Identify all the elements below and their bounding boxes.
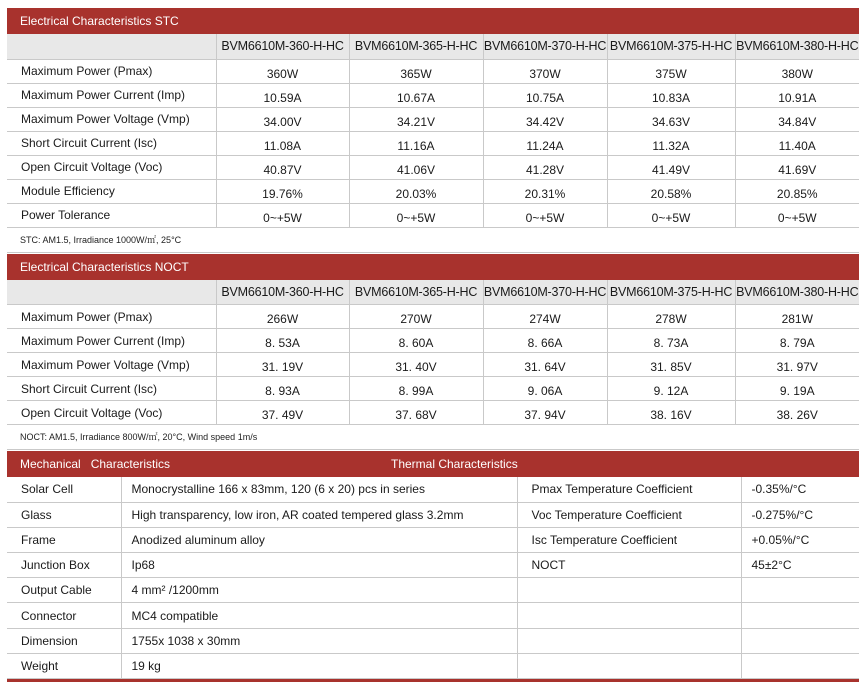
row-label: Maximum Power (Pmax) (7, 305, 216, 329)
table-row (7, 377, 859, 401)
row-value: 8. 93A (216, 377, 349, 401)
row-value: 8. 73A (607, 329, 735, 353)
row-value: 20.85% (735, 179, 859, 203)
row-value: 38. 16V (607, 401, 735, 425)
stc-table (7, 34, 859, 228)
stc-note: STC: AM1.5, Irradiance 1000W/㎡, 25°C (7, 228, 859, 253)
row-value: 0~+5W (349, 203, 483, 227)
row-value: 37. 49V (216, 401, 349, 425)
table-row (7, 578, 859, 603)
mech-label: Solar Cell (7, 477, 121, 502)
row-label: Module Efficiency (7, 179, 216, 203)
row-value: 31. 19V (216, 353, 349, 377)
table-row (7, 179, 859, 203)
row-label: Maximum Power Current (Imp) (7, 329, 216, 353)
datasheet (7, 8, 859, 682)
stc-title-text: Electrical Characteristics STC (20, 14, 179, 28)
row-label: Maximum Power Voltage (Vmp) (7, 107, 216, 131)
row-value: 8. 66A (483, 329, 607, 353)
table-row (7, 131, 859, 155)
thermal-empty (517, 628, 741, 653)
thermal-title: Thermal Characteristics (391, 457, 518, 471)
table-row (7, 502, 859, 527)
row-label: Short Circuit Current (Isc) (7, 377, 216, 401)
thermal-label: Pmax Temperature Coefficient (517, 477, 741, 502)
noct-model-header: BVM6610M-370-H-HC (483, 280, 607, 305)
mech-value: 19 kg (121, 653, 517, 678)
row-label: Short Circuit Current (Isc) (7, 131, 216, 155)
mech-value: Monocrystalline 166 x 83mm, 120 (6 x 20) pcs in series (121, 477, 517, 502)
row-value: 34.00V (216, 107, 349, 131)
table-row (7, 305, 859, 329)
row-value: 360W (216, 59, 349, 83)
row-value: 10.75A (483, 83, 607, 107)
stc-model-header: BVM6610M-360-H-HC (216, 34, 349, 59)
thermal-value: -0.275%/°C (741, 502, 859, 527)
row-value: 31. 64V (483, 353, 607, 377)
row-label: Power Tolerance (7, 203, 216, 227)
mech-label: Frame (7, 527, 121, 552)
mechanical-title: Mechanical Characteristics (20, 457, 171, 471)
noct-header-row (7, 280, 859, 305)
noct-title-text: Electrical Characteristics NOCT (20, 259, 189, 274)
noct-table (7, 280, 859, 426)
row-label: Maximum Power (Pmax) (7, 59, 216, 83)
thermal-label: Isc Temperature Coefficient (517, 527, 741, 552)
table-row (7, 553, 859, 578)
row-value: 20.58% (607, 179, 735, 203)
table-row (7, 83, 859, 107)
row-value: 20.31% (483, 179, 607, 203)
noct-model-header: BVM6610M-375-H-HC (607, 280, 735, 305)
row-value: 365W (349, 59, 483, 83)
row-value: 11.16A (349, 131, 483, 155)
row-value: 38. 26V (735, 401, 859, 425)
stc-section-title (7, 8, 859, 34)
row-label: Maximum Power Voltage (Vmp) (7, 353, 216, 377)
row-value: 11.40A (735, 131, 859, 155)
row-value: 31. 85V (607, 353, 735, 377)
row-value: 10.67A (349, 83, 483, 107)
row-value: 0~+5W (607, 203, 735, 227)
row-value: 31. 97V (735, 353, 859, 377)
stc-model-header: BVM6610M-370-H-HC (483, 34, 607, 59)
row-value: 8. 99A (349, 377, 483, 401)
stc-header-blank (7, 34, 216, 59)
row-value: 10.59A (216, 83, 349, 107)
row-value: 8. 60A (349, 329, 483, 353)
thermal-value: -0.35%/°C (741, 477, 859, 502)
bottom-rule (7, 679, 859, 682)
mech-body (7, 477, 859, 679)
row-value: 9. 19A (735, 377, 859, 401)
stc-body (7, 59, 859, 227)
row-value: 37. 94V (483, 401, 607, 425)
thermal-empty (741, 603, 859, 628)
mech-thermal-table (7, 477, 859, 679)
mech-value: MC4 compatible (121, 603, 517, 628)
table-row (7, 401, 859, 425)
row-value: 31. 40V (349, 353, 483, 377)
row-value: 0~+5W (216, 203, 349, 227)
noct-section-title (7, 254, 859, 280)
thermal-empty (517, 578, 741, 603)
noct-model-header: BVM6610M-360-H-HC (216, 280, 349, 305)
thermal-value: 45±2°C (741, 553, 859, 578)
noct-note: NOCT: AM1.5, Irradiance 800W/㎡, 20°C, Wind speed 1m/s (7, 425, 859, 450)
row-value: 40.87V (216, 155, 349, 179)
row-value: 9. 12A (607, 377, 735, 401)
mech-label: Output Cable (7, 578, 121, 603)
mech-value: Ip68 (121, 553, 517, 578)
table-row (7, 603, 859, 628)
row-value: 0~+5W (735, 203, 859, 227)
row-value: 375W (607, 59, 735, 83)
noct-header-blank (7, 280, 216, 305)
noct-model-header: BVM6610M-380-H-HC (735, 280, 859, 305)
mech-label: Junction Box (7, 553, 121, 578)
row-label: Maximum Power Current (Imp) (7, 83, 216, 107)
thermal-empty (741, 653, 859, 678)
row-value: 41.28V (483, 155, 607, 179)
stc-header-row (7, 34, 859, 59)
table-row (7, 628, 859, 653)
row-value: 281W (735, 305, 859, 329)
row-value: 41.06V (349, 155, 483, 179)
row-value: 270W (349, 305, 483, 329)
row-value: 37. 68V (349, 401, 483, 425)
mech-value: High transparency, low iron, AR coated tempered glass 3.2mm (121, 502, 517, 527)
row-value: 41.69V (735, 155, 859, 179)
table-row (7, 59, 859, 83)
row-value: 10.83A (607, 83, 735, 107)
mech-label: Connector (7, 603, 121, 628)
mech-value: 4 mm² /1200mm (121, 578, 517, 603)
stc-model-header: BVM6610M-380-H-HC (735, 34, 859, 59)
table-row (7, 107, 859, 131)
table-row (7, 155, 859, 179)
row-value: 11.32A (607, 131, 735, 155)
noct-body (7, 305, 859, 425)
row-value: 8. 53A (216, 329, 349, 353)
row-value: 19.76% (216, 179, 349, 203)
row-label: Open Circuit Voltage (Voc) (7, 401, 216, 425)
thermal-label: Voc Temperature Coefficient (517, 502, 741, 527)
row-value: 370W (483, 59, 607, 83)
row-value: 0~+5W (483, 203, 607, 227)
mech-value: Anodized aluminum alloy (121, 527, 517, 552)
row-value: 8. 79A (735, 329, 859, 353)
thermal-empty (517, 603, 741, 628)
row-value: 266W (216, 305, 349, 329)
noct-model-header: BVM6610M-365-H-HC (349, 280, 483, 305)
row-value: 34.42V (483, 107, 607, 131)
row-value: 11.08A (216, 131, 349, 155)
row-value: 10.91A (735, 83, 859, 107)
table-row (7, 653, 859, 678)
row-value: 34.84V (735, 107, 859, 131)
table-row (7, 203, 859, 227)
mech-value: 1755x 1038 x 30mm (121, 628, 517, 653)
row-value: 20.03% (349, 179, 483, 203)
thermal-empty (741, 628, 859, 653)
thermal-value: +0.05%/°C (741, 527, 859, 552)
mech-label: Weight (7, 653, 121, 678)
row-value: 274W (483, 305, 607, 329)
table-row (7, 477, 859, 502)
table-row (7, 329, 859, 353)
stc-model-header: BVM6610M-365-H-HC (349, 34, 483, 59)
mech-label: Dimension (7, 628, 121, 653)
row-value: 9. 06A (483, 377, 607, 401)
thermal-empty (517, 653, 741, 678)
row-value: 11.24A (483, 131, 607, 155)
table-row (7, 353, 859, 377)
thermal-empty (741, 578, 859, 603)
row-value: 34.63V (607, 107, 735, 131)
mech-label: Glass (7, 502, 121, 527)
thermal-label: NOCT (517, 553, 741, 578)
stc-model-header: BVM6610M-375-H-HC (607, 34, 735, 59)
row-label: Open Circuit Voltage (Voc) (7, 155, 216, 179)
row-value: 380W (735, 59, 859, 83)
row-value: 278W (607, 305, 735, 329)
table-row (7, 527, 859, 552)
row-value: 41.49V (607, 155, 735, 179)
mech-thermal-title-bar (7, 451, 859, 477)
row-value: 34.21V (349, 107, 483, 131)
